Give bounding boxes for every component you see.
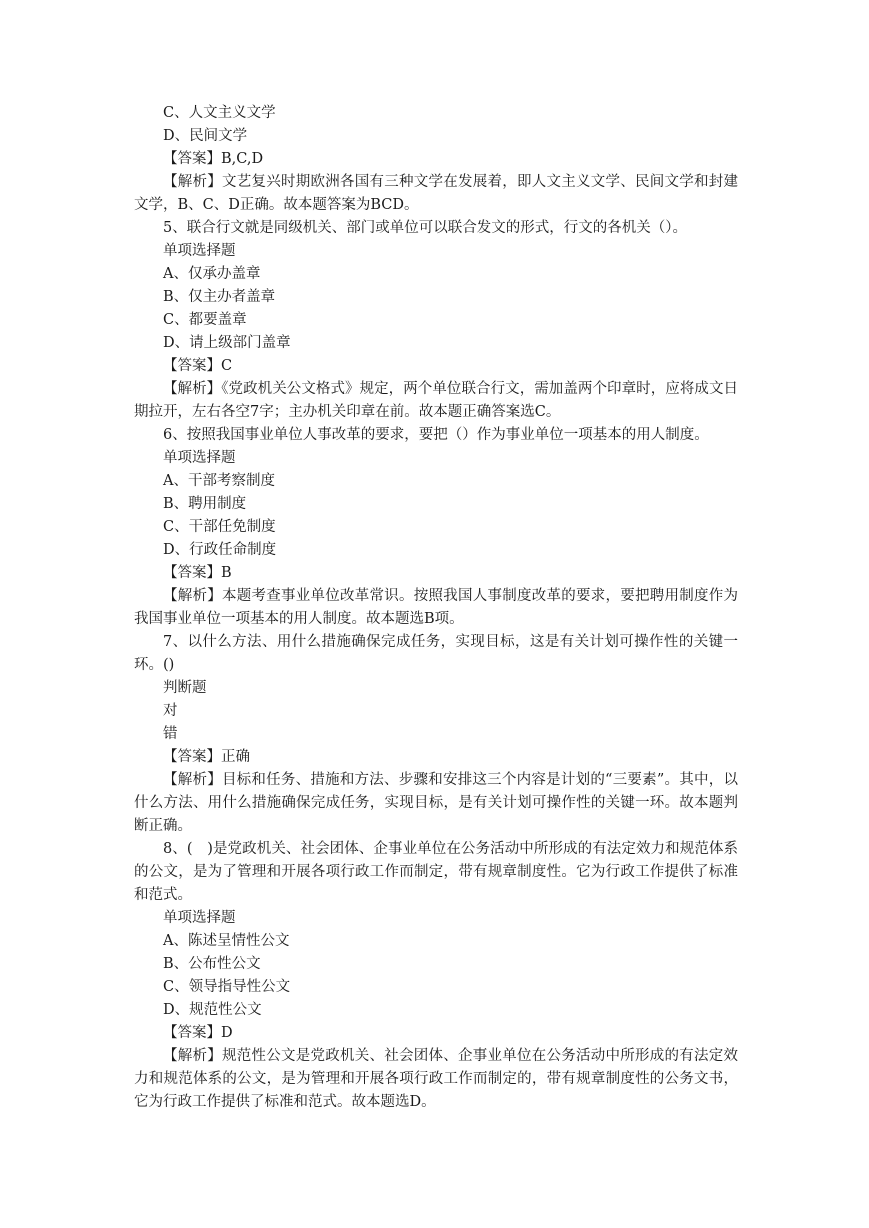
option-c: C、都要盖章 — [163, 312, 247, 328]
option-d: D、行政任命制度 — [163, 542, 277, 558]
question-type: 判断题 — [163, 680, 207, 696]
option-c: C、干部任免制度 — [163, 519, 276, 535]
option-d: D、规范性公文 — [163, 1002, 262, 1018]
option-d: D、民间文学 — [163, 128, 248, 144]
option-c: C、人文主义文学 — [163, 105, 276, 121]
question-8: 8、( )是党政机关、社会团体、企事业单位在公务活动中所形成的有法定效力和规范体系的公文，是为了管理和开展各项行政工作而制定，带有规章制度性。它为行政工作提供了标准和范式。 — [134, 841, 738, 903]
option-c: C、领导指导性公文 — [163, 979, 291, 995]
question-type: 单项选择题 — [163, 910, 236, 926]
answer: 【答案】C — [163, 358, 233, 374]
document-page — [134, 102, 738, 1114]
question-type: 单项选择题 — [163, 450, 236, 466]
answer: 【答案】B,C,D — [163, 151, 264, 167]
option-b: B、仅主办者盖章 — [163, 289, 276, 305]
option-true: 对 — [163, 703, 178, 719]
option-a: A、仅承办盖章 — [163, 266, 261, 282]
answer: 【答案】B — [163, 565, 232, 581]
explanation: 【解析】本题考查事业单位改革常识。按照我国人事制度改革的要求，要把聘用制度作为我国事业单位一项基本的用人制度。故本题选B项。 — [134, 588, 738, 627]
option-a: A、陈述呈情性公文 — [163, 933, 290, 949]
question-7: 7、以什么方法、用什么措施确保完成任务，实现目标，这是有关计划可操作性的关键一环。() — [134, 634, 738, 673]
option-a: A、干部考察制度 — [163, 473, 275, 489]
option-b: B、聘用制度 — [163, 496, 247, 512]
explanation: 【解析】《党政机关公文格式》规定，两个单位联合行文，需加盖两个印章时，应将成文日期拉开，左右各空7字；主办机关印章在前。故本题正确答案选C。 — [134, 381, 738, 420]
option-d: D、请上级部门盖章 — [163, 335, 291, 351]
explanation: 【解析】目标和任务、措施和方法、步骤和安排这三个内容是计划的“三要素”。其中，以什么方法、用什么措施确保完成任务，实现目标，是有关计划可操作性的关键一环。故本题判断正确。 — [134, 772, 738, 834]
answer: 【答案】正确 — [163, 749, 250, 765]
option-b: B、公布性公文 — [163, 956, 261, 972]
answer: 【答案】D — [163, 1025, 233, 1041]
question-6: 6、按照我国事业单位人事改革的要求，要把（）作为事业单位一项基本的用人制度。 — [163, 427, 709, 443]
question-5: 5、联合行文就是同级机关、部门或单位可以联合发文的形式，行文的各机关（）。 — [163, 220, 687, 236]
explanation: 【解析】规范性公文是党政机关、社会团体、企事业单位在公务活动中所形成的有法定效力和规范体系的公文，是为管理和开展各项行政工作而制定的，带有规章制度性的公务文书，它为行政工作提供了标准和范式。故本题选D。 — [134, 1048, 738, 1110]
option-false: 错 — [163, 726, 178, 742]
question-type: 单项选择题 — [163, 243, 236, 259]
explanation: 【解析】文艺复兴时期欧洲各国有三种文学在发展着，即人文主义文学、民间文学和封建文学，B、C、D正确。故本题答案为BCD。 — [134, 174, 738, 213]
